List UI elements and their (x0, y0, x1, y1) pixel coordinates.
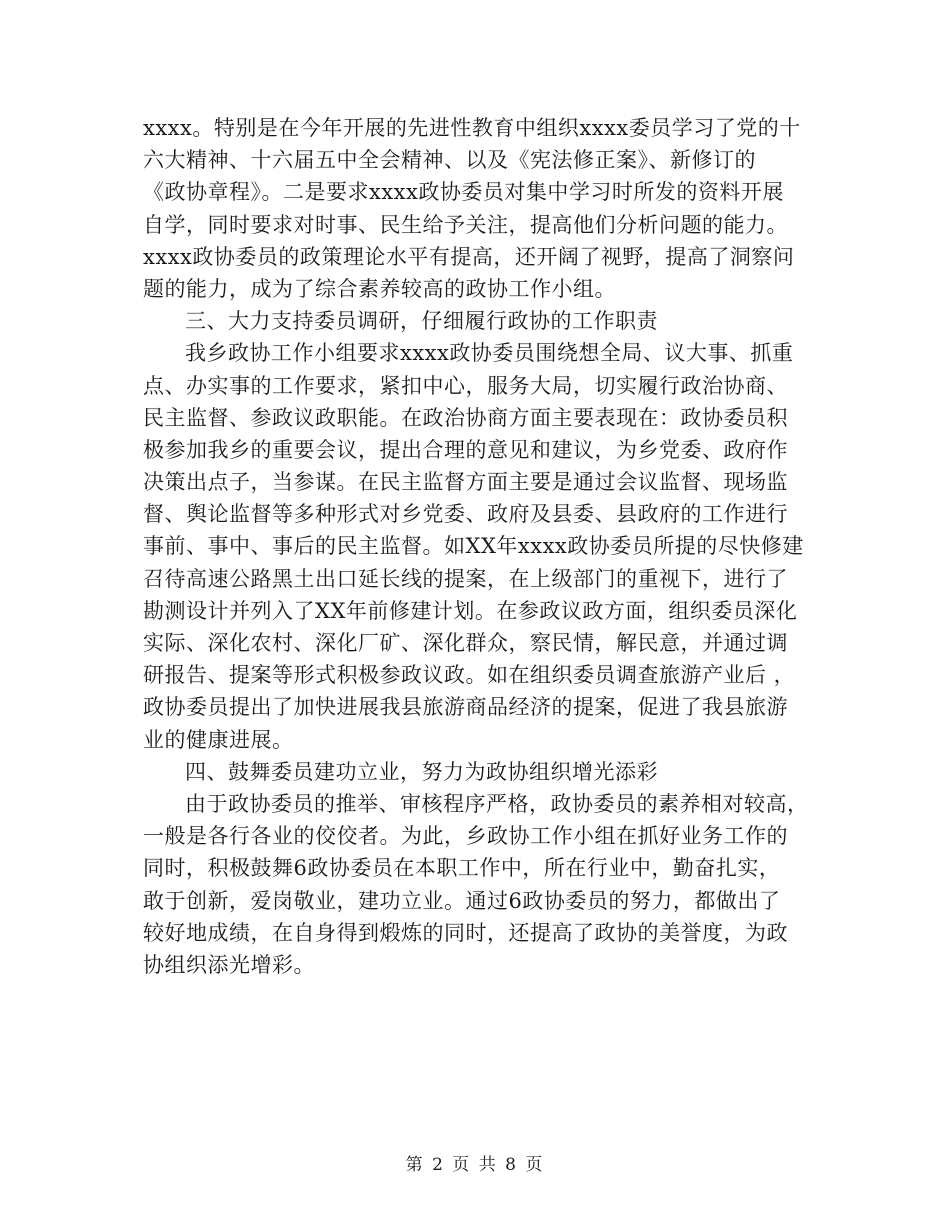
text-line: 事前、事中、事后的民主监督。如XX年xxxx政协委员所提的尽快修建 (143, 534, 804, 559)
text-line: 实际、深化农村、深化厂矿、深化群众，察民情，解民意，并通过调 (143, 631, 788, 655)
text-line: 极参加我乡的重要会议，提出合理的意见和建议，为乡党委、政府作 (143, 437, 788, 462)
text-line: 题的能力，成为了综合素养较高的政协工作小组。 (143, 276, 616, 301)
text-line: xxxx。特别是在今年开展的先进性教育中组织xxxx委员学习了党的十 (143, 116, 801, 140)
body-text (143, 112, 818, 981)
text-line: 一般是各行各业的佼佼者。为此，乡政协工作小组在抓好业务工作的 (143, 824, 788, 849)
text-line: 点、办实事的工作要求，紧扣中心，服务大局，切实履行政治协商、 (143, 373, 788, 398)
text-line: 决策出点子，当参谋。在民主监督方面主要是通过会议监督、现场监 (143, 470, 788, 495)
text-line: 业的健康进展。 (143, 727, 294, 752)
page-number-footer: 第 2 页 共 8 页 (405, 1155, 545, 1175)
text-line: 敢于创新，爱岗敬业，建功立业。通过6政协委员的努力，都做出了 (143, 888, 781, 913)
text-line: 研报告、提案等形式积极参政议政。如在组织委员调查旅游产业后 ， (143, 663, 796, 688)
text-line: 召待高速公路黑土出口延长线的提案，在上级部门的重视下，进行了 (143, 566, 788, 591)
text-line: 同时，积极鼓舞6政协委员在本职工作中，所在行业中，勤奋扎实， (143, 856, 781, 881)
text-line: 三、大力支持委员调研，仔细履行政协的工作职责 (185, 309, 658, 334)
text-line: 由于政协委员的推举、审核程序严格，政协委员的素养相对较高， (185, 791, 809, 816)
text-line: 较好地成绩，在自身得到煅炼的同时，还提高了政协的美誉度，为政 (143, 920, 788, 945)
text-line: 《政协章程》。二是要求xxxx政协委员对集中学习时所发的资料开展 (143, 180, 784, 205)
text-line: 我乡政协工作小组要求xxxx政协委员围绕想全局、议大事、抓重 (185, 341, 794, 366)
text-line: 六大精神、十六届五中全会精神、以及《宪法修正案》、新修订的 (143, 148, 756, 173)
text-line: 民主监督、参政议政职能。在政治协商方面主要表现在：政协委员积 (143, 405, 788, 430)
text-line: 自学，同时要求对时事、民生给予关注，提高他们分析问题的能力。 (143, 212, 788, 237)
text-line: 协组织添光增彩。 (143, 952, 315, 977)
text-line: xxxx政协委员的政策理论水平有提高，还开阔了视野，提高了洞察问 (143, 244, 795, 269)
text-line: 政协委员提出了加快进展我县旅游商品经济的提案，促进了我县旅游 (143, 695, 788, 720)
text-line: 督、舆论监督等多种形式对乡党委、政府及县委、县政府的工作进行 (143, 502, 788, 527)
text-line: 四、鼓舞委员建功立业，努力为政协组织增光添彩 (185, 759, 658, 784)
text-line: 勘测设计并列入了XX年前修建计划。在参政议政方面，组织委员深化 (143, 598, 798, 623)
